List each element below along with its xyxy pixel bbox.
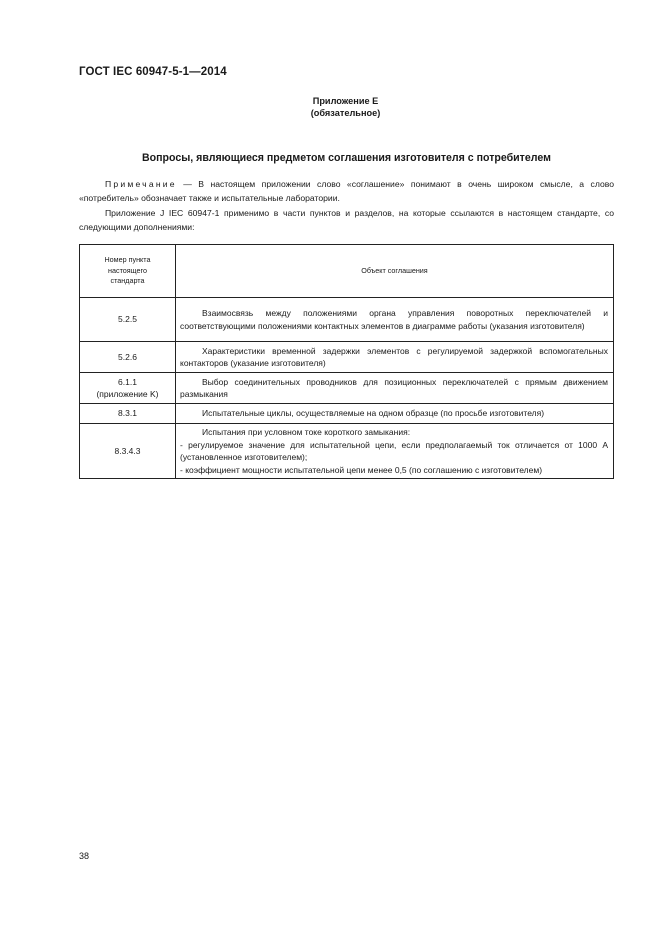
clause-number: 8.3.4.3 xyxy=(80,424,176,479)
column-header-clause: Номер пункта настоящего стандарта xyxy=(80,245,176,298)
table-row xyxy=(80,424,614,479)
table-row xyxy=(80,298,614,342)
column-header-subject: Объект соглашения xyxy=(176,245,614,298)
clause-number-line: 6.1.1 xyxy=(118,376,137,387)
table-row xyxy=(80,404,614,424)
subject-list-item: - регулируемое значение для испытательной цепи, если предполагаемый ток отличается от 1000 A (установленное изготовителем); xyxy=(180,439,608,462)
table-row xyxy=(80,373,614,404)
agreement-subject: Взаимосвязь между положениями органа управления поворотных переключателей и соответствующими положениями контактных элементов в диаграмме работы (указания изготовителя) xyxy=(176,298,614,342)
agreement-table xyxy=(79,244,614,479)
table-header-row xyxy=(80,245,614,298)
subject-list-item: - коэффициент мощности испытательной цепи менее 0,5 (по соглашению с изготовителем) xyxy=(180,464,543,475)
note-text: — В настоящем приложении слово «соглашение» понимают в очень широком смысле, а слово «потребитель» обозначает также и испытательные лаборатории. xyxy=(79,179,614,203)
agreement-subject: Испытательные циклы, осуществляемые на одном образце (по просьбе изготовителя) xyxy=(176,404,614,424)
clause-number-annex: (приложение K) xyxy=(96,389,159,399)
note-paragraph xyxy=(79,178,614,205)
section-title: Вопросы, являющиеся предметом соглашения изготовителя с потребителем xyxy=(142,152,551,164)
agreement-subject: Характеристики временной задержки элементов с регулируемой задержкой вспомогательных контакторов (указание изготовителя) xyxy=(176,342,614,373)
agreement-subject: Выбор соединительных проводников для позиционных переключателей с прямым движением размыкания xyxy=(176,373,614,404)
document-id: ГОСТ IEC 60947-5-1—2014 xyxy=(79,66,227,78)
clause-number xyxy=(80,373,176,404)
table-row xyxy=(80,342,614,373)
note-label: Примечание xyxy=(105,179,177,189)
intro-paragraph: Приложение J IEC 60947-1 применимо в части пунктов и разделов, на которые ссылаются в настоящем стандарте, со следующими дополнениями: xyxy=(79,208,614,232)
annex-status: (обязательное) xyxy=(310,108,381,118)
clause-number: 8.3.1 xyxy=(80,404,176,424)
subject-line: Испытания при условном токе короткого замыкания: xyxy=(202,427,411,437)
agreement-subject xyxy=(176,424,614,479)
annex-title: Приложение E xyxy=(312,96,379,106)
page-number: 38 xyxy=(79,851,90,861)
annex-header xyxy=(0,95,661,119)
clause-number: 5.2.6 xyxy=(80,342,176,373)
clause-number: 5.2.5 xyxy=(80,298,176,342)
